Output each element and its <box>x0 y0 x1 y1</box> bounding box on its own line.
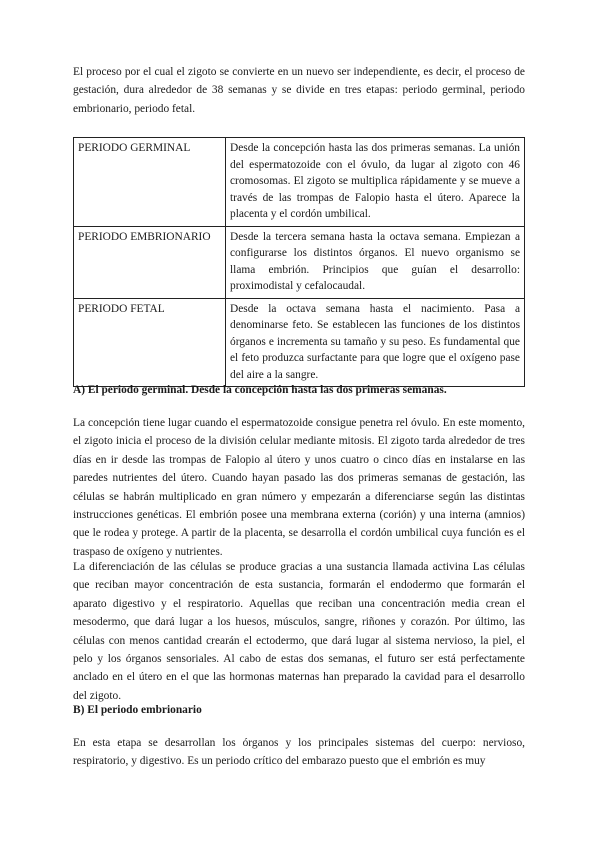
section-a-heading: A) El periodo germinal. Desde la concepción hasta las dos primeras semanas. <box>73 384 447 396</box>
section-a-paragraph-1: La concepción tiene lugar cuando el espermatozoide consigue penetra rel óvulo. En este momento, el zigoto inicia el proceso de la división celular mediante mitosis. El zigoto tarda alrededor de tres días en ir desde las trompas de Falopio al útero y unos cuatro o cinco días en instalarse en las paredes nutrientes del útero. Cuando hayan pasado las dos primeras semanas de gestación, las células se habrán multiplicado en gran número y empezarán a diferenciarse según las distintas instrucciones genéticas. El embrión posee una membrana externa (corión) y una interna (amnios) que le rodea y protege. A partir de la placenta, se desarrolla el cordón umbilical cuya función es el traspaso de oxígeno y nutrientes. <box>73 417 525 558</box>
stages-table <box>73 137 525 387</box>
stage-name: PERIODO FETAL <box>74 298 226 387</box>
stage-description: Desde la tercera semana hasta la octava semana. Empiezan a configurarse los distintos órganos. El nuevo organismo se llama embrión. Principios que guían el desarrollo: proximodistal y cefalocaudal. <box>226 226 525 298</box>
intro-paragraph: El proceso por el cual el zigoto se convierte en un nuevo ser independiente, es decir, el proceso de gestación, dura alrededor de 38 semanas y se divide en tres etapas: periodo germinal, periodo embrionario, periodo fetal. <box>73 66 525 115</box>
stage-description: Desde la concepción hasta las dos primeras semanas. La unión del espermatozoide con el óvulo, da lugar al zigoto con 46 cromosomas. El zigoto se multiplica rápidamente y se mueve a través de las trompas de Falopio hasta el útero. Aparece la placenta y el cordón umbilical. <box>226 138 525 227</box>
stage-description: Desde la octava semana hasta el nacimiento. Pasa a denominarse feto. Se establecen las funciones de los distintos órganos e incrementa su tamaño y su peso. Es fundamental que el feto produzca surfactante para que logre que el oxígeno pase del aire a la sangre. <box>226 298 525 387</box>
table-row <box>74 138 525 227</box>
section-a-paragraph-2: La diferenciación de las células se produce gracias a una sustancia llamada activina Las células que reciban mayor concentración de esta sustancia, formarán el endodermo que formarán el aparato digestivo y el respiratorio. Aquellas que reciban una concentración media crean el mesodermo, que dará lugar a los huesos, músculos, sangre, riñones y corazón. Por último, las células con menos cantidad crearán el ectodermo, que dará lugar al sistema nervioso, la piel, el pelo y los órganos sensoriales. Al cabo de estas dos semanas, el futuro ser está perfectamente anclado en el útero en el que las hormonas maternas han preparado la cavidad para el desarrollo del zigoto. <box>73 561 525 702</box>
section-b-paragraph-1: En esta etapa se desarrollan los órganos y los principales sistemas del cuerpo: nervioso, respiratorio, y digestivo. Es un periodo crítico del embarazo puesto que el embrión es muy <box>73 737 525 768</box>
section-b-heading: B) El periodo embrionario <box>73 704 202 716</box>
stage-name: PERIODO EMBRIONARIO <box>74 226 226 298</box>
stage-name: PERIODO GERMINAL <box>74 138 226 227</box>
table-row <box>74 226 525 298</box>
table-row <box>74 298 525 387</box>
